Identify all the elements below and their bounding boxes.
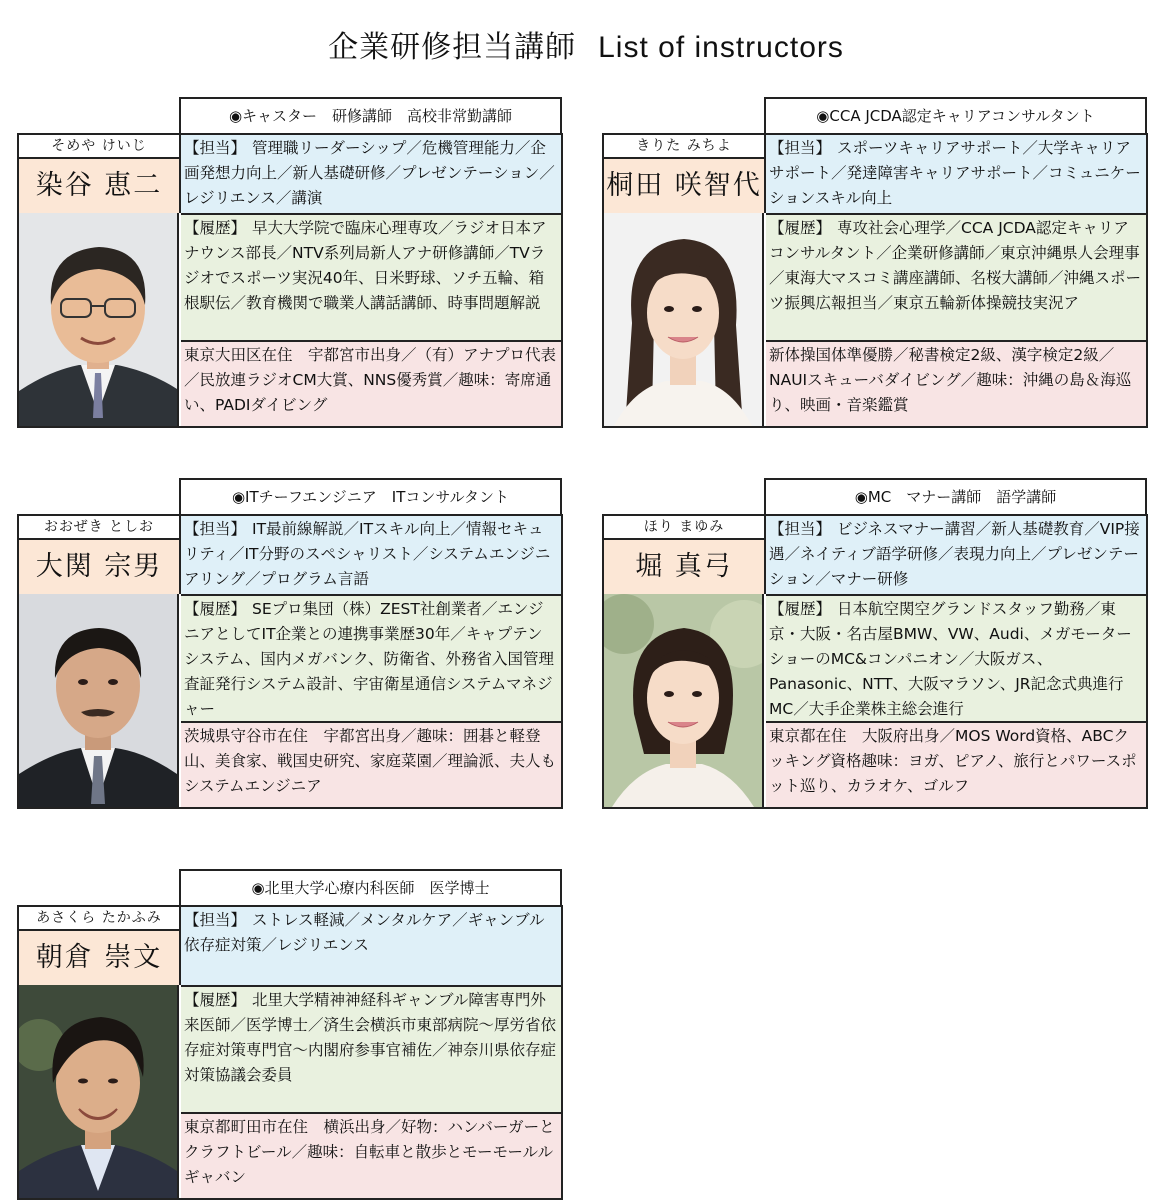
details (181, 516, 561, 807)
name-block (604, 516, 766, 594)
tantou-text: ビジネスマナー講習／新人基礎教育／VIP接遇／ネイティブ語学研修／表現力向上／プレゼンテーション／マナー研修 (769, 520, 1140, 588)
instructor-card (602, 478, 1148, 809)
tantou-section (766, 135, 1146, 213)
rireki-label: 【履歴】 (769, 219, 832, 237)
portrait-photo (19, 594, 179, 807)
name: 堀 真弓 (604, 540, 764, 594)
name-block (19, 516, 181, 594)
rireki-label: 【履歴】 (769, 600, 832, 618)
name-kana: そめや けいじ (19, 135, 179, 159)
name: 桐田 咲智代 (604, 159, 764, 213)
tantou-label: 【担当】 (184, 520, 247, 538)
rireki-text: 早大大学院で臨床心理専攻／ラジオ日本アナウンス部長／NTV系列局新人アナ研修講師／TVラジオでスポーツ実況40年、日米野球、ソチ五輪、箱根駅伝／教育機関で職業人講話講師、時事問題解説 (184, 219, 547, 312)
instructor-title: ◉北里大学心療内科医師 医学博士 (179, 869, 562, 905)
rireki-text: 日本航空関空グランドスタッフ勤務／東京・大阪・名古屋BMW、VW、Audi、メガモーターショーのMC&コンパニオン／大阪ガス、Panasonic、NTT、大阪マラソン、JR記念式典進行MC／大手企業株主総会進行 (769, 600, 1132, 718)
profile-section (181, 1112, 561, 1198)
rireki-section (181, 213, 561, 340)
profile-text: 東京大田区在住 宇都宮市出身／（有）アナプロ代表／民放連ラジオCM大賞、NNS優秀賞／趣味：寄席通い、PADIダイビング (184, 346, 557, 414)
tantou-label: 【担当】 (769, 520, 832, 538)
instructor-title: ◉MC マナー講師 語学講師 (764, 478, 1147, 514)
rireki-section (181, 985, 561, 1112)
portrait-photo (19, 213, 179, 426)
profile-text: 東京都町田市在住 横浜出身／好物：ハンバーガーとクラフトビール／趣味：自転車と散歩とモーモールルギャバン (184, 1118, 555, 1186)
details (766, 135, 1146, 426)
name: 朝倉 崇文 (19, 931, 179, 985)
tantou-text: 管理職リーダーシップ／危機管理能力／企画発想力向上／新人基礎研修／プレゼンテーション／レジリエンス／講演 (184, 139, 555, 207)
tantou-text: IT最前線解説／ITスキル向上／情報セキュリティ／IT分野のスペシャリスト／システムエンジニアリング／プログラム言語 (184, 520, 551, 588)
profile-text: 新体操国体準優勝／秘書検定2級、漢字検定2級／NAUIスキューバダイビング／趣味：沖縄の島＆海巡り、映画・音楽鑑賞 (769, 346, 1132, 414)
portrait-photo (19, 985, 179, 1198)
instructor-title: ◉キャスター 研修講師 高校非常勤講師 (179, 97, 562, 133)
instructor-card (17, 478, 563, 809)
instructor-title: ◉ITチーフエンジニア ITコンサルタント (179, 478, 562, 514)
profile-section (766, 721, 1146, 807)
rireki-section (766, 594, 1146, 721)
tantou-label: 【担当】 (184, 139, 247, 157)
portrait-photo (604, 213, 764, 426)
name-kana: きりた みちよ (604, 135, 764, 159)
instructor-card (17, 869, 563, 1200)
name-kana: おおぜき としお (19, 516, 179, 540)
tantou-label: 【担当】 (769, 139, 832, 157)
profile-text: 東京都在住 大阪府出身／MOS Word資格、ABCクッキング資格趣味：ヨガ、ピアノ、旅行とパワースポット巡り、カラオケ、ゴルフ (769, 727, 1137, 795)
details (181, 135, 561, 426)
profile-section (181, 340, 561, 426)
rireki-label: 【履歴】 (184, 219, 247, 237)
details (766, 516, 1146, 807)
name-kana: あさくら たかふみ (19, 907, 179, 931)
tantou-section (181, 907, 561, 985)
rireki-label: 【履歴】 (184, 991, 247, 1009)
rireki-label: 【履歴】 (184, 600, 247, 618)
instructor-body (17, 905, 563, 1200)
name: 大関 宗男 (19, 540, 179, 594)
tantou-label: 【担当】 (184, 911, 247, 929)
rireki-text: 北里大学精神神経科ギャンブル障害専門外来医師／医学博士／済生会横浜市東部病院～厚労省依存症対策専門官～内閣府参事官補佐／神奈川県依存症対策協議会委員 (184, 991, 557, 1084)
name-block (604, 135, 766, 213)
name-kana: ほり まゆみ (604, 516, 764, 540)
instructor-card (602, 97, 1148, 428)
name-block (19, 135, 181, 213)
tantou-section (181, 516, 561, 594)
page-title (0, 22, 1172, 66)
tantou-section (181, 135, 561, 213)
instructor-body (17, 514, 563, 809)
tantou-section (766, 516, 1146, 594)
name-block (19, 907, 181, 985)
details (181, 907, 561, 1198)
rireki-text: 専攻社会心理学／CCA JCDA認定キャリアコンサルタント／企業研修講師／東京沖縄県人会理事／東海大マスコミ講座講師、名桜大講師／沖縄スポーツ振興広報担当／東京五輪新体操競技実況ア (769, 219, 1142, 312)
rireki-section (181, 594, 561, 721)
instructor-card (17, 97, 563, 428)
profile-section (766, 340, 1146, 426)
profile-text: 茨城県守谷市在住 宇都宮出身／趣味：囲碁と軽登山、美食家、戦国史研究、家庭菜園／理論派、夫人もシステムエンジニア (184, 727, 557, 795)
rireki-text: SEプロ集団（株）ZEST社創業者／エンジニアとしてIT企業との連携事業歴30年／キャプテンシステム、国内メガバンク、防衛省、外務省入国管理査証発行システム設計、宇宙衛星通信システムマネジャー (184, 600, 554, 718)
tantou-text: ストレス軽減／メンタルケア／ギャンブル依存症対策／レジリエンス (184, 911, 545, 954)
instructor-body (17, 133, 563, 428)
page-title-en: List of instructors (598, 31, 844, 64)
portrait-photo (604, 594, 764, 807)
instructor-body (602, 133, 1148, 428)
rireki-section (766, 213, 1146, 340)
name: 染谷 恵二 (19, 159, 179, 213)
profile-section (181, 721, 561, 807)
instructor-title: ◉CCA JCDA認定キャリアコンサルタント (764, 97, 1147, 133)
tantou-text: スポーツキャリアサポート／大学キャリアサポート／発達障害キャリアサポート／コミュニケーションスキル向上 (769, 139, 1141, 207)
page-title-ja: 企業研修担当講師 (328, 30, 577, 65)
instructor-body (602, 514, 1148, 809)
